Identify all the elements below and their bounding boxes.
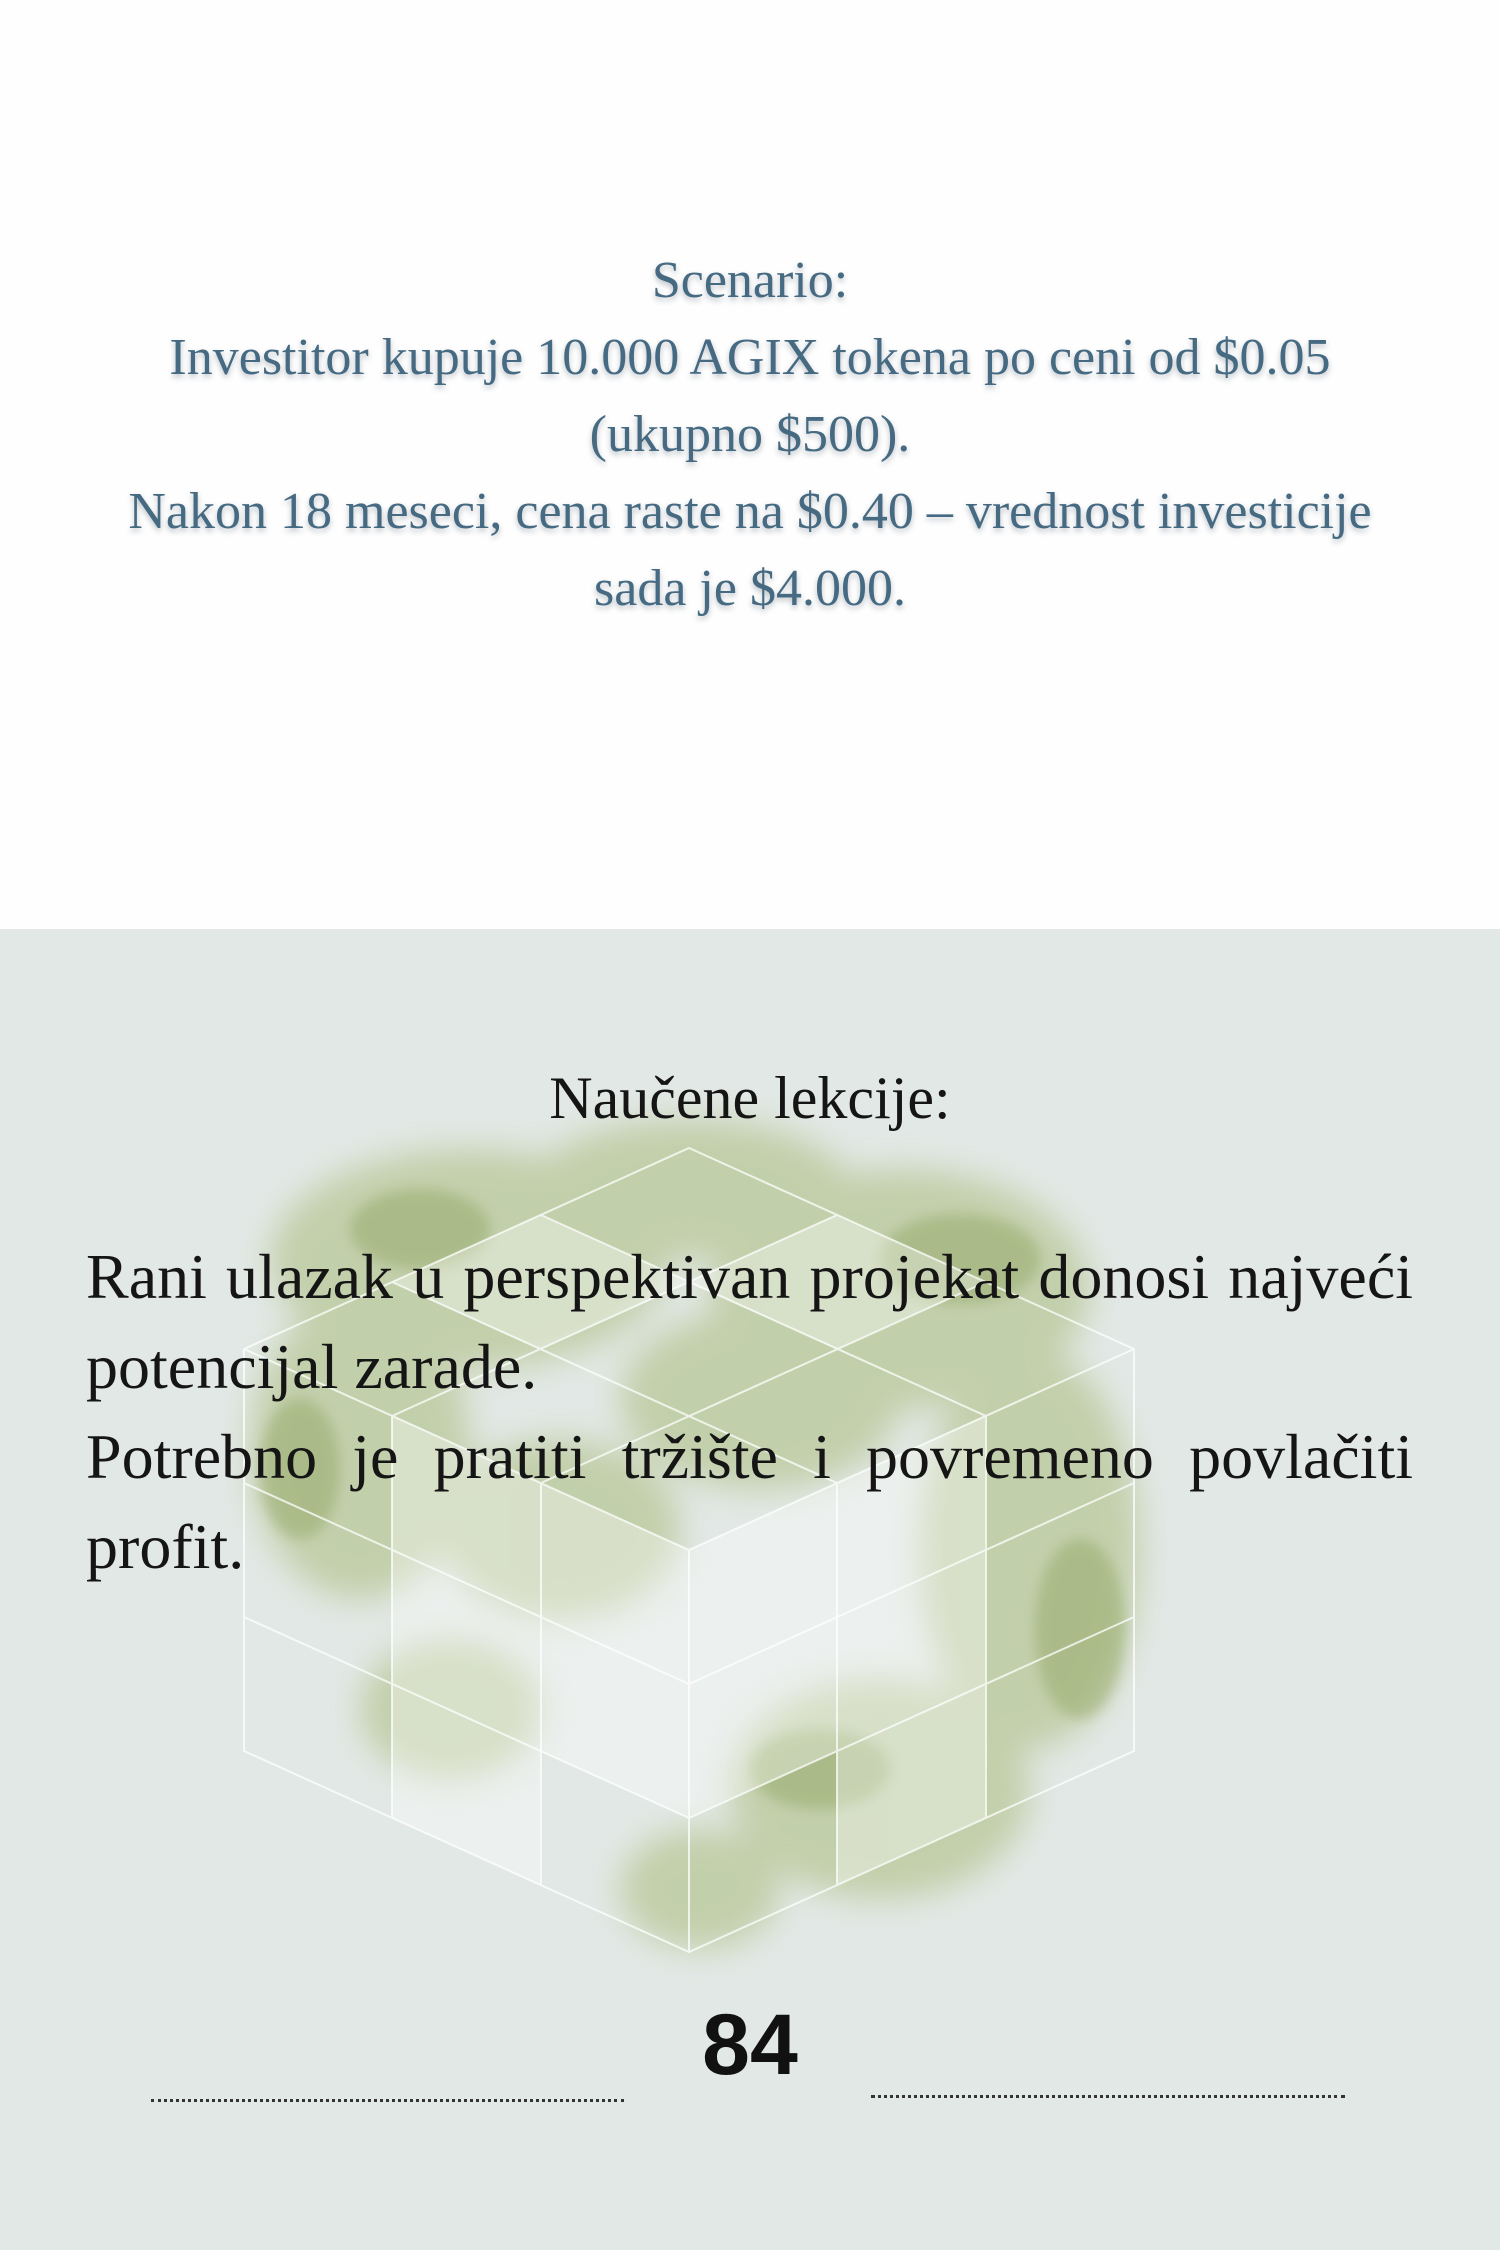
page-number: 84 bbox=[702, 1997, 798, 2093]
lessons-text-block bbox=[86, 1232, 1413, 1592]
lesson-paragraph: Rani ulazak u perspektivan projekat donosi najveći potencijal zarade. bbox=[86, 1241, 1413, 1402]
scenario-section bbox=[0, 0, 1500, 929]
scenario-text-block bbox=[80, 242, 1420, 627]
scenario-paragraph: Investitor kupuje 10.000 AGIX tokena po ceni od $0.05 (ukupno $500). bbox=[169, 329, 1331, 463]
scenario-heading: Scenario: bbox=[651, 252, 849, 309]
lesson-paragraph: Potrebno je pratiti tržište i povremeno povlačiti profit. bbox=[86, 1421, 1413, 1582]
page-number-left-rule bbox=[151, 2099, 624, 2102]
lessons-section bbox=[0, 929, 1500, 2250]
scenario-paragraph: Nakon 18 meseci, cena raste na $0.40 – vrednost investicije sada je $4.000. bbox=[128, 483, 1372, 617]
page-number-right-rule bbox=[871, 2095, 1345, 2098]
lessons-title: Naučene lekcije: bbox=[549, 1065, 951, 1131]
